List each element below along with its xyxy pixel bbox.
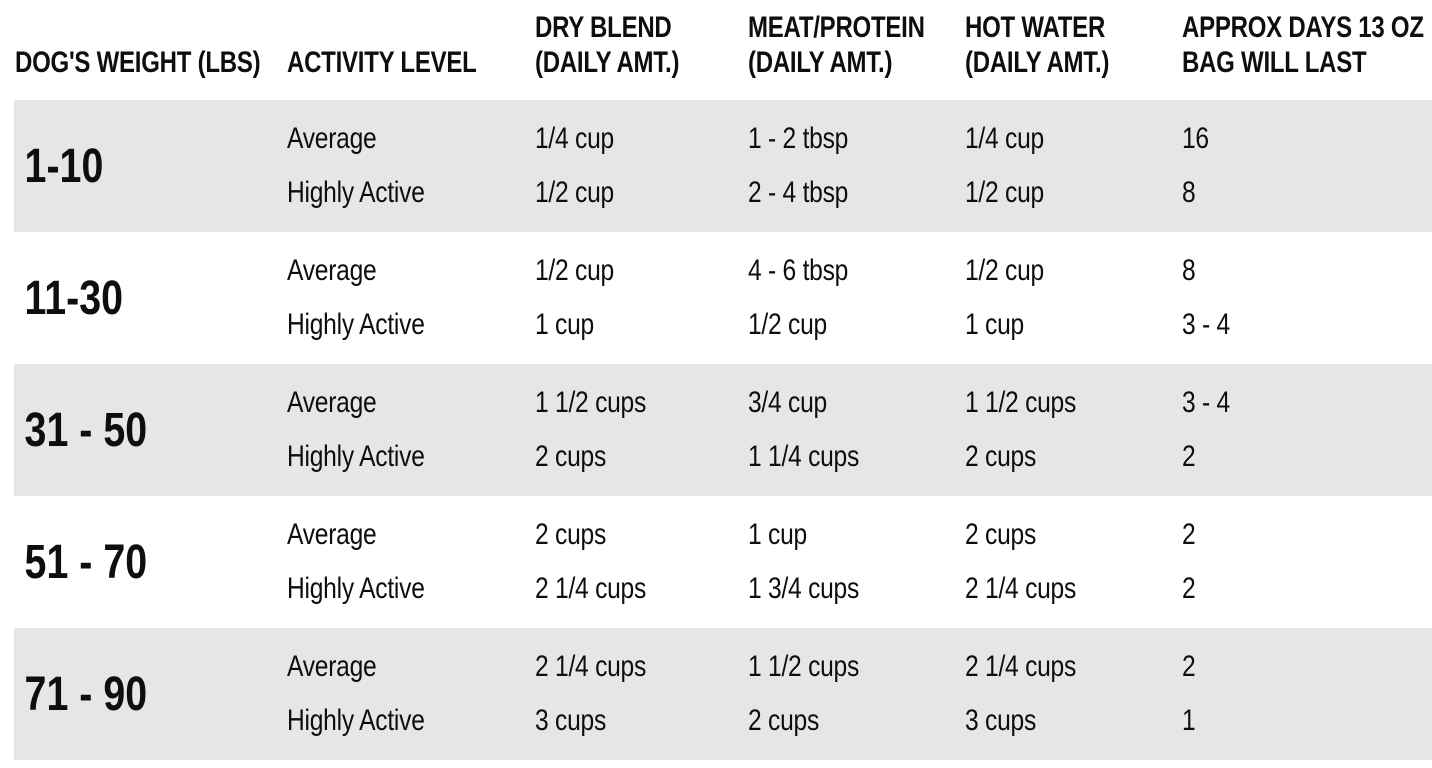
- days-cell: 3 - 4: [1182, 308, 1230, 341]
- column-header-dogs-weight: [15, 45, 287, 80]
- column-header-meat-protein: [748, 10, 965, 80]
- hot-water-column: [965, 628, 1182, 760]
- activity-column: [287, 496, 535, 628]
- meat-protein-column: [748, 628, 965, 760]
- activity-column: [287, 232, 535, 364]
- header-line: (DAILY AMT.): [965, 46, 1110, 79]
- header-line: BAG WILL LAST: [1182, 46, 1367, 79]
- hot-water-cell: 1/2 cup: [965, 254, 1044, 287]
- activity-cell: Highly Active: [287, 308, 425, 341]
- meat-protein-cell: 1/2 cup: [748, 308, 827, 341]
- dry-blend-cell: 1/4 cup: [535, 122, 614, 155]
- hot-water-cell: 3 cups: [965, 704, 1037, 737]
- activity-column: [287, 364, 535, 496]
- days-column: [1182, 364, 1432, 496]
- header-line: (DAILY AMT.): [535, 46, 680, 79]
- activity-cell: Average: [287, 518, 377, 551]
- column-header-dry-blend: [535, 10, 748, 80]
- days-cell: 3 - 4: [1182, 386, 1230, 419]
- days-cell: 16: [1182, 122, 1209, 155]
- days-column: [1182, 496, 1432, 628]
- weight-group-71-90: [14, 628, 1432, 760]
- hot-water-cell: 2 cups: [965, 440, 1037, 473]
- weight-group-1-10: [14, 100, 1432, 232]
- days-column: [1182, 100, 1432, 232]
- activity-cell: Highly Active: [287, 572, 425, 605]
- activity-column: [287, 100, 535, 232]
- weight-group-51-70: [14, 496, 1432, 628]
- dry-blend-column: [535, 496, 748, 628]
- weight-group-11-30: [14, 232, 1432, 364]
- days-cell: 2: [1182, 518, 1196, 551]
- header-line: APPROX DAYS 13 OZ: [1182, 11, 1424, 44]
- column-header-approx-days: [1182, 10, 1432, 80]
- hot-water-cell: 2 cups: [965, 518, 1037, 551]
- dry-blend-cell: 1 1/2 cups: [535, 386, 647, 419]
- hot-water-cell: 1 cup: [965, 308, 1024, 341]
- days-cell: 1: [1182, 704, 1196, 737]
- hot-water-column: [965, 496, 1182, 628]
- meat-protein-cell: 3/4 cup: [748, 386, 827, 419]
- activity-cell: Highly Active: [287, 704, 425, 737]
- column-header-hot-water: [965, 10, 1182, 80]
- activity-cell: Average: [287, 254, 377, 287]
- days-cell: 8: [1182, 254, 1196, 287]
- meat-protein-column: [748, 232, 965, 364]
- activity-column: [287, 628, 535, 760]
- meat-protein-cell: 1 3/4 cups: [748, 572, 860, 605]
- dry-blend-cell: 3 cups: [535, 704, 607, 737]
- meat-protein-cell: 1 1/4 cups: [748, 440, 860, 473]
- hot-water-column: [965, 364, 1182, 496]
- meat-protein-cell: 1 1/2 cups: [748, 650, 860, 683]
- weight-range-label: 31 - 50: [24, 403, 148, 457]
- header-line: DRY BLEND: [535, 11, 672, 44]
- hot-water-cell: 1/4 cup: [965, 122, 1044, 155]
- activity-cell: Highly Active: [287, 176, 425, 209]
- dry-blend-cell: 1/2 cup: [535, 254, 614, 287]
- dry-blend-column: [535, 628, 748, 760]
- days-column: [1182, 628, 1432, 760]
- activity-cell: Average: [287, 122, 377, 155]
- weight-range-label: 71 - 90: [24, 667, 148, 721]
- hot-water-cell: 1 1/2 cups: [965, 386, 1077, 419]
- meat-protein-column: [748, 100, 965, 232]
- dry-blend-cell: 2 cups: [535, 518, 607, 551]
- meat-protein-cell: 1 - 2 tbsp: [748, 122, 849, 155]
- activity-cell: Average: [287, 650, 377, 683]
- activity-cell: Highly Active: [287, 440, 425, 473]
- header-line: HOT WATER: [965, 11, 1106, 44]
- dry-blend-cell: 2 1/4 cups: [535, 572, 647, 605]
- header-line: DOG'S WEIGHT (LBS): [15, 46, 261, 79]
- hot-water-column: [965, 100, 1182, 232]
- meat-protein-cell: 1 cup: [748, 518, 807, 551]
- dry-blend-cell: 1 cup: [535, 308, 594, 341]
- dry-blend-column: [535, 364, 748, 496]
- weight-range-label: 11-30: [24, 271, 124, 325]
- table-header: [0, 0, 1432, 100]
- dry-blend-column: [535, 232, 748, 364]
- meat-protein-cell: 2 cups: [748, 704, 820, 737]
- weight-range-label: 51 - 70: [24, 535, 148, 589]
- activity-cell: Average: [287, 386, 377, 419]
- column-header-activity-level: [287, 45, 535, 80]
- dry-blend-cell: 2 cups: [535, 440, 607, 473]
- days-cell: 2: [1182, 572, 1196, 605]
- dry-blend-cell: 2 1/4 cups: [535, 650, 647, 683]
- dry-blend-cell: 1/2 cup: [535, 176, 614, 209]
- hot-water-column: [965, 232, 1182, 364]
- weight-range-label: 1-10: [24, 139, 104, 193]
- hot-water-cell: 2 1/4 cups: [965, 650, 1077, 683]
- meat-protein-column: [748, 364, 965, 496]
- hot-water-cell: 2 1/4 cups: [965, 572, 1077, 605]
- days-cell: 8: [1182, 176, 1196, 209]
- dry-blend-column: [535, 100, 748, 232]
- meat-protein-column: [748, 496, 965, 628]
- days-cell: 2: [1182, 650, 1196, 683]
- header-line: MEAT/PROTEIN: [748, 11, 925, 44]
- weight-group-31-50: [14, 364, 1432, 496]
- meat-protein-cell: 4 - 6 tbsp: [748, 254, 849, 287]
- days-column: [1182, 232, 1432, 364]
- hot-water-cell: 1/2 cup: [965, 176, 1044, 209]
- header-line: ACTIVITY LEVEL: [287, 46, 477, 79]
- days-cell: 2: [1182, 440, 1196, 473]
- header-line: (DAILY AMT.): [748, 46, 893, 79]
- meat-protein-cell: 2 - 4 tbsp: [748, 176, 849, 209]
